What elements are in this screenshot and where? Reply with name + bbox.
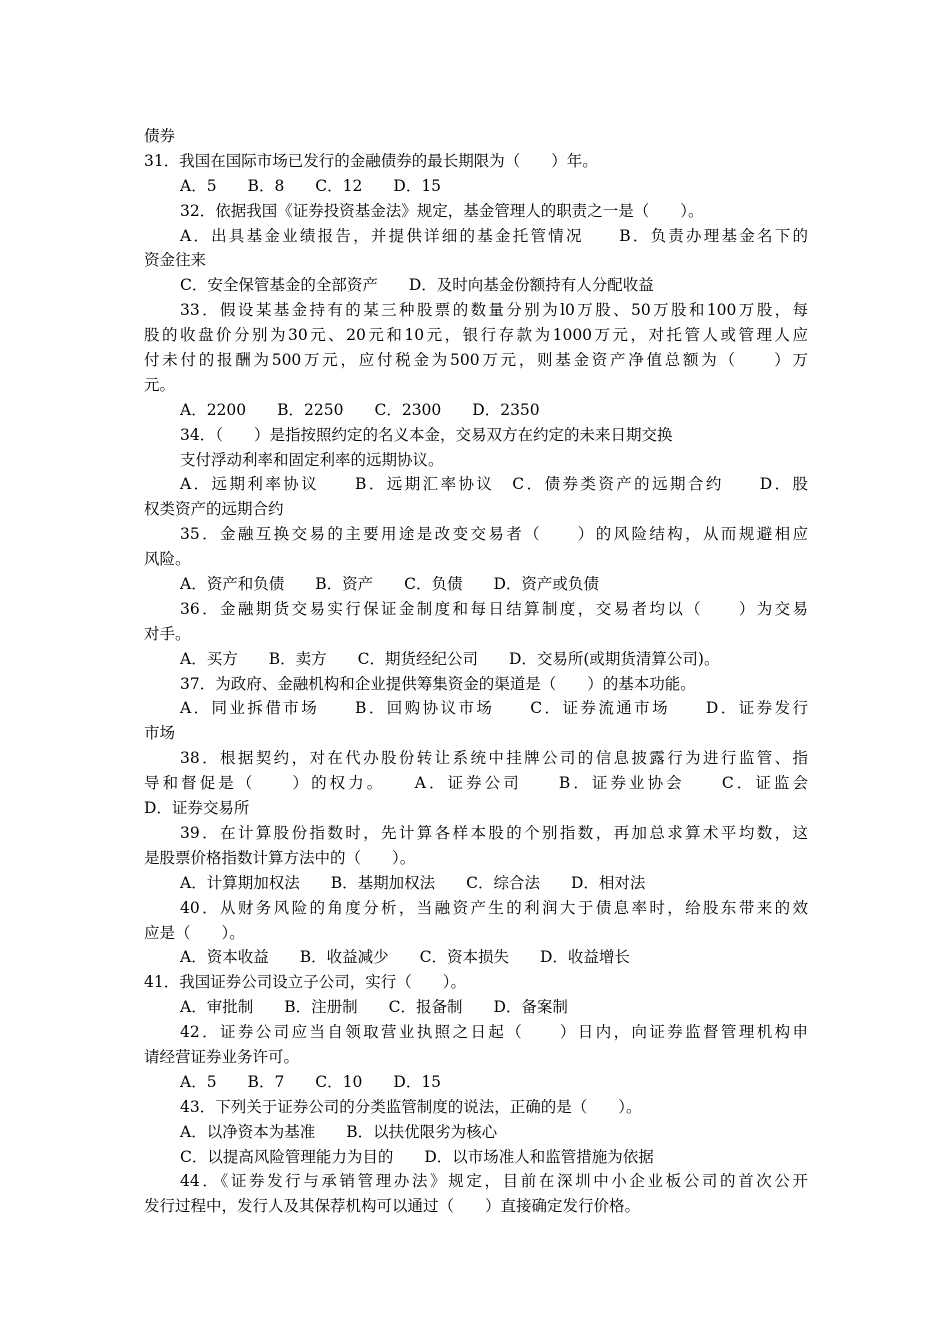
options-37-line-2: 市场 xyxy=(144,724,176,743)
options-39: A．计算期加权法 B．基期加权法 C．综合法 D．相对法 xyxy=(180,873,646,892)
question-36-line-1: 36．金融期货交易实行保证金制度和每日结算制度，交易者均以（ ）为交易 xyxy=(180,599,808,618)
options-35: A．资产和负债 B．资产 C．负债 D．资产或负债 xyxy=(180,575,599,594)
question-33-line-4: 元。 xyxy=(144,375,176,394)
question-33-line-1: 33．假设某基金持有的某三种股票的数量分别为l0万股、50万股和100万股，每 xyxy=(180,301,808,320)
question-37: 37．为政府、金融机构和企业提供筹集资金的渠道是（ ）的基本功能。 xyxy=(180,674,696,693)
question-43: 43．下列关于证券公司的分类监管制度的说法，正确的是（ ）。 xyxy=(180,1097,642,1116)
question-36-line-2: 对手。 xyxy=(144,624,191,643)
question-44-line-1: 44．《证券发行与承销管理办法》规定，目前在深圳中小企业板公司的首次公开 xyxy=(180,1172,808,1191)
options-43-line-2: C．以提高风险管理能力为目的 D．以市场准人和监管措施为依据 xyxy=(180,1147,654,1166)
question-42-line-2: 请经营证券业务许可。 xyxy=(144,1047,300,1066)
question-35-line-1: 35．金融互换交易的主要用途是改变交易者（ ）的风险结构，从而规避相应 xyxy=(180,525,808,544)
question-41: 41．我国证券公司设立子公司，实行（ ）。 xyxy=(144,973,466,992)
question-35-line-2: 风险。 xyxy=(144,550,191,569)
question-38-line-3: D．证券交易所 xyxy=(144,799,250,818)
document-page xyxy=(144,124,808,1219)
options-31: A．5 B．8 C．12 D．15 xyxy=(180,176,442,195)
options-36: A．买方 B．卖方 C．期货经纪公司 D．交易所(或期货清算公司)。 xyxy=(180,649,720,668)
options-37-line-1: A．同业拆借市场 B．回购协议市场 C．证券流通市场 D．证券发行 xyxy=(180,699,808,718)
question-44-line-2: 发行过程中，发行人及其保荐机构可以通过（ ）直接确定发行价格。 xyxy=(144,1197,641,1216)
options-32-line-2: 资金往来 xyxy=(144,251,207,270)
question-31: 31．我国在国际市场已发行的金融债券的最长期限为（ ）年。 xyxy=(144,151,598,170)
question-38-line-2: 导和督促是（ ）的权力。 A．证券公司 B．证券业协会 C．证监会 xyxy=(144,774,808,793)
question-38-line-1: 38．根据契约，对在代办股份转让系统中挂牌公司的信息披露行为进行监管、指 xyxy=(180,749,808,768)
question-40-line-2: 应是（ ）。 xyxy=(144,923,245,942)
question-33-line-2: 股的收盘价分别为30元、20元和10元，银行存款为1000万元，对托管人或管理人应 xyxy=(144,326,808,345)
options-43-line-1: A．以净资本为基准 B．以扶优限劣为核心 xyxy=(180,1122,498,1141)
options-34-line-1: A．远期利率协议 B．远期汇率协议 C．债券类资产的远期合约 D．股 xyxy=(180,475,808,494)
question-40-line-1: 40．从财务风险的角度分析，当融资产生的利润大于债息率时，给股东带来的效 xyxy=(180,898,808,917)
question-33-line-3: 付未付的报酬为500万元，应付税金为500万元，则基金资产净值总额为（ ）万 xyxy=(144,351,808,370)
options-41: A．审批制 B．注册制 C．报备制 D．备案制 xyxy=(180,998,568,1017)
options-34-line-2: 权类资产的远期合约 xyxy=(144,500,284,519)
options-40: A．资本收益 B．收益减少 C．资本损失 D．收益增长 xyxy=(180,948,630,967)
text-line: 债券 xyxy=(144,127,176,145)
options-32-line-1: A．出具基金业绩报告，并提供详细的基金托管情况 B．负责办理基金名下的 xyxy=(180,226,808,245)
question-34-line-1: 34．（ ）是指按照约定的名义本金，交易双方在约定的未来日期交换 xyxy=(180,425,673,444)
question-34-line-2: 支付浮动利率和固定利率的远期协议。 xyxy=(180,450,444,469)
question-39-line-2: 是股票价格指数计算方法中的（ ）。 xyxy=(144,848,416,867)
options-32-line-3: C．安全保管基金的全部资产 D．及时向基金份额持有人分配收益 xyxy=(180,276,654,295)
question-42-line-1: 42．证券公司应当自领取营业执照之日起（ ）日内，向证券监督管理机构申 xyxy=(180,1023,808,1042)
options-33: A．2200 B．2250 C．2300 D．2350 xyxy=(180,400,540,419)
question-32: 32．依据我国《证券投资基金法》规定，基金管理人的职责之一是（ ）。 xyxy=(180,201,704,220)
question-39-line-1: 39．在计算股份指数时，先计算各样本股的个别指数，再加总求算术平均数，这 xyxy=(180,823,808,842)
options-42: A．5 B．7 C．10 D．15 xyxy=(180,1072,442,1091)
